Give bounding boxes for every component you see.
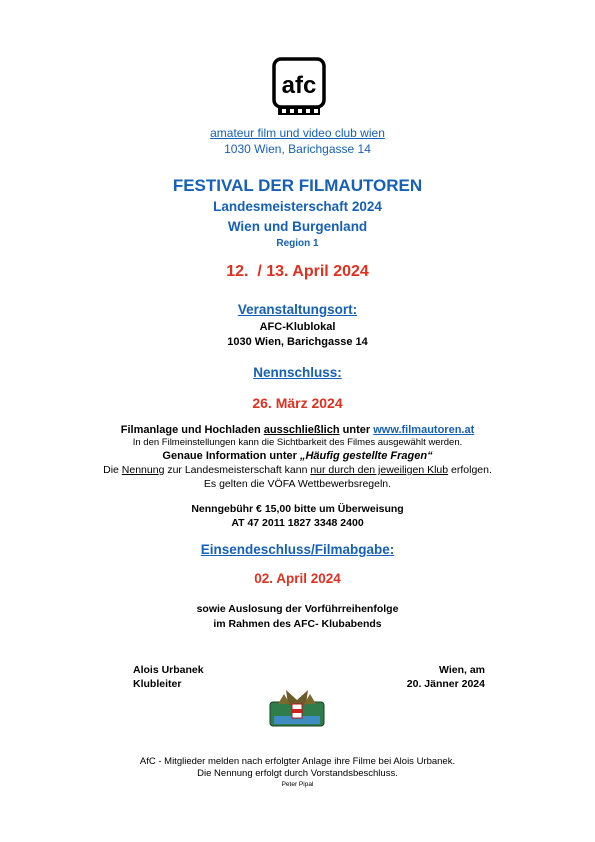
footer-author: Peter Pipal (281, 781, 314, 788)
rule-e: erfolgen. (448, 464, 492, 476)
venue-line1: AFC-Klublokal (259, 321, 336, 333)
faq-reference: „Häufig gestellte Fragen“ (299, 450, 433, 462)
upload-prefix: Filmanlage und Hochladen (120, 424, 264, 436)
afc-logo-text: afc (281, 72, 317, 99)
afc-logo (270, 55, 328, 119)
draw-line1: sowie Auslosung der Vorführreihenfolge (196, 603, 399, 615)
voefa-emblem (268, 688, 326, 730)
festival-region-number: Region 1 (276, 238, 319, 249)
venue-line2: 1030 Wien, Barichgasse 14 (227, 336, 368, 348)
footer-line2: Die Nennung erfolgt durch Vorstandsbeschluss. (197, 768, 398, 779)
footer-line1: AfC - Mitglieder melden nach erfolgter Anlage ihre Filme bei Alois Urbanek. (139, 756, 456, 767)
festival-title: FESTIVAL DER FILMAUTOREN (172, 176, 423, 195)
fee-iban: AT 47 2011 1827 3348 2400 (231, 517, 364, 529)
rule-c: zur Landesmeisterschaft kann (164, 464, 311, 476)
signature-role: Klubleiter (133, 678, 182, 690)
festival-dates: 12. / 13. April 2024 (226, 263, 369, 280)
info-prefix: Genaue Information unter (162, 450, 300, 462)
deadline-heading: Nennschluss: (253, 365, 342, 380)
venue-heading: Veranstaltungsort: (237, 302, 358, 317)
festival-regions: Wien und Burgenland (227, 219, 368, 234)
filmautoren-link[interactable]: www.filmautoren.at (373, 424, 475, 436)
rule-d: nur durch den jeweiligen Klub (310, 464, 449, 476)
festival-subtitle: Landesmeisterschaft 2024 (213, 199, 382, 214)
signature-name: Alois Urbanek (133, 664, 204, 676)
submission-date: 02. April 2024 (254, 571, 341, 586)
upload-emphasis: ausschließlich (263, 424, 340, 436)
club-name: amateur film und video club wien (210, 126, 385, 140)
rule-b: Nennung (121, 464, 165, 476)
signature-date: 20. Jänner 2024 (406, 678, 485, 690)
upload-line (0, 424, 595, 436)
upload-note: In den Filmeinstellungen kann die Sichtbarkeit des Filmes ausgewählt werden. (132, 437, 463, 448)
club-address: 1030 Wien, Barichgasse 14 (224, 142, 371, 156)
deadline-date: 26. März 2024 (252, 395, 343, 411)
draw-line2: im Rahmen des AFC- Klubabends (213, 618, 382, 630)
signature-place: Wien, am (439, 664, 485, 676)
rule-a: Die (103, 464, 122, 476)
upload-mid: unter (339, 424, 374, 436)
nomination-rule (0, 464, 595, 476)
fee-line: Nenngebühr € 15,00 bitte um Überweisung (191, 503, 404, 515)
submission-heading: Einsendeschluss/Filmabgabe: (200, 542, 395, 557)
rules-line: Es gelten die VÖFA Wettbewerbsregeln. (203, 478, 392, 490)
info-line (0, 450, 595, 462)
